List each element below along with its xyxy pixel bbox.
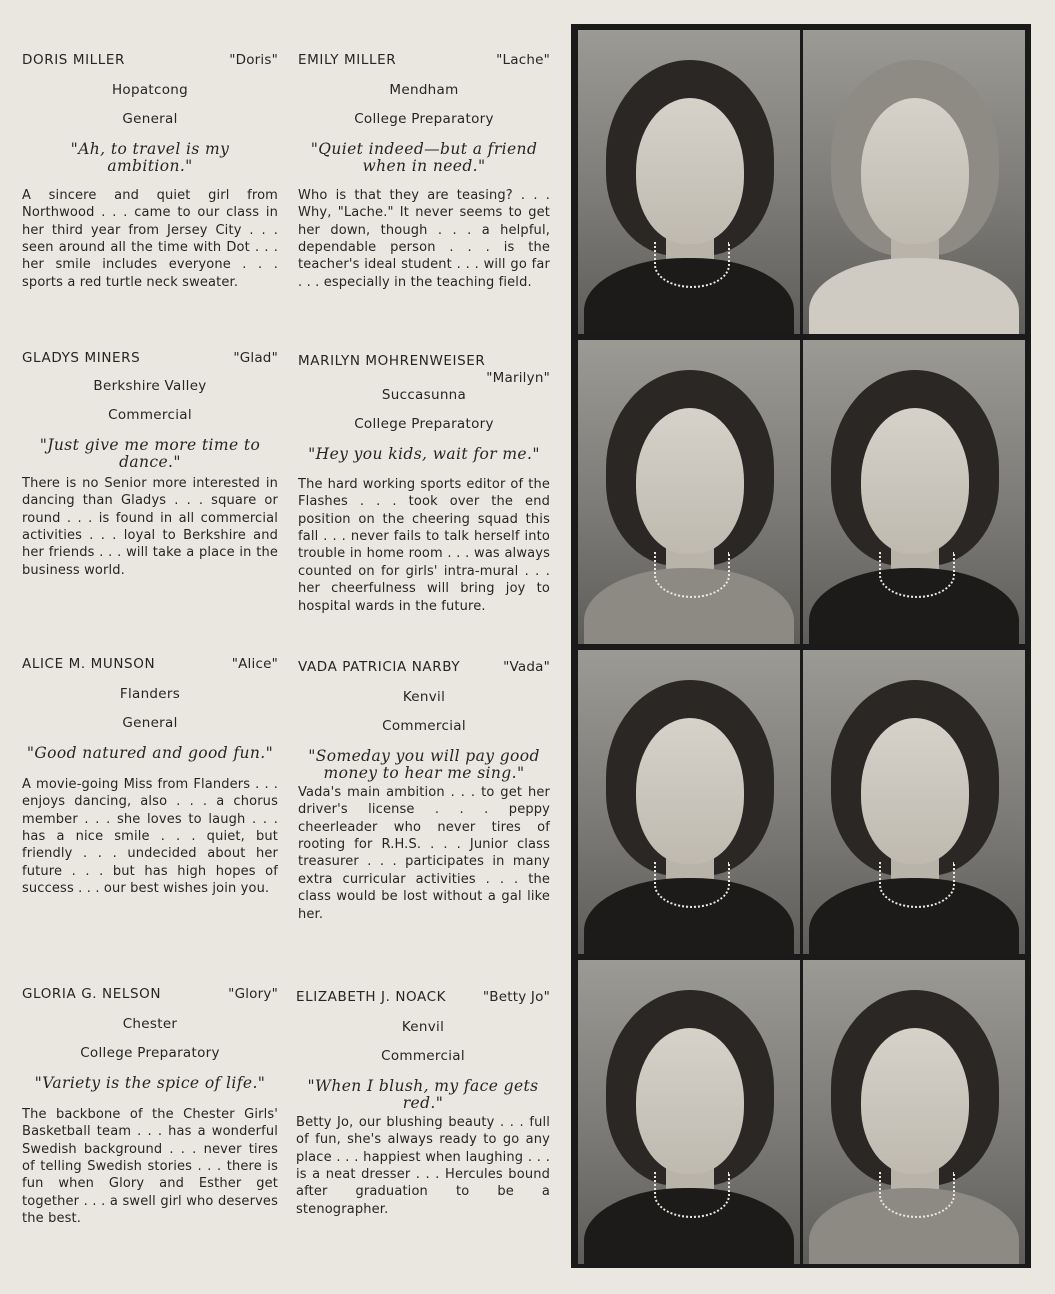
student-course: Commercial xyxy=(382,718,466,735)
student-course: Commercial xyxy=(381,1048,465,1065)
student-town: Chester xyxy=(122,1016,178,1032)
student-town: Berkshire Valley xyxy=(93,378,207,394)
student-bio: Vada's main ambition . . . to get her driver's license . . . peppy cheerleader who never tires of rooting for R.H.S. . . . Junior class treasurer . . . participates in many extra curricular activities . . . the class would be lost without a gal like her. xyxy=(298,784,550,922)
student-bio: Who is that they are teasing? . . . Why, "Lache." It never seems to get her down, though . . . a helpful, dependable person . . . is the teacher's ideal student . . . will go far . . . especially in the teaching field. xyxy=(298,187,550,290)
student-name: EMILY MILLER xyxy=(298,52,397,68)
student-name: ALICE M. MUNSON xyxy=(22,656,156,672)
student-entry-elizabeth-noack xyxy=(296,989,550,1218)
student-quote: "Just give me more time to dance." xyxy=(39,435,261,471)
portrait-photo-doris-miller xyxy=(578,30,800,334)
student-nickname: "Betty Jo" xyxy=(482,989,550,1005)
student-name: VADA PATRICIA NARBY xyxy=(298,659,461,675)
portrait-photo-gloria-nelson xyxy=(578,960,800,1264)
student-quote: "Variety is the spice of life." xyxy=(34,1073,266,1092)
student-bio: Betty Jo, our blushing beauty . . . full of fun, she's always ready to go any place . . . happiest when laughing . . . is a neat dresser . . . Hercules bound after graduation to be a stenographer. xyxy=(296,1114,550,1217)
student-town: Hopatcong xyxy=(111,82,189,98)
student-course: College Preparatory xyxy=(80,1045,220,1062)
student-entry-marilyn-mohrenweiser xyxy=(298,353,550,615)
student-quote: "Someday you will pay good money to hear me sing." xyxy=(308,746,540,782)
student-town: Flanders xyxy=(119,686,181,702)
student-entry-gloria-nelson xyxy=(22,986,278,1228)
student-name: DORIS MILLER xyxy=(22,52,126,68)
student-nickname: "Alice" xyxy=(231,656,278,672)
student-entry-gladys-miners xyxy=(22,350,278,579)
portrait-photo-alice-munson xyxy=(578,650,800,954)
student-course: General xyxy=(122,111,178,128)
student-bio: The backbone of the Chester Girls' Basketball team . . . has a wonderful Swedish background . . . never tires of telling Swedish stories . . . there is fun when Glory and Esther get together . . . a swell girl who deserves the best. xyxy=(22,1106,278,1227)
student-nickname: "Glory" xyxy=(228,986,278,1002)
portrait-photo-emily-miller xyxy=(803,30,1025,334)
student-nickname: "Marilyn" xyxy=(486,370,550,386)
student-quote: "Quiet indeed—but a friend when in need." xyxy=(310,139,538,175)
student-nickname: "Doris" xyxy=(229,52,278,68)
student-entry-doris-miller xyxy=(22,52,278,291)
student-nickname: "Glad" xyxy=(233,350,278,366)
student-entry-alice-munson xyxy=(22,656,278,898)
student-nickname: "Lache" xyxy=(496,52,550,68)
student-town: Kenvil xyxy=(402,689,446,705)
student-town: Mendham xyxy=(389,82,459,98)
student-course: Commercial xyxy=(108,407,192,424)
student-entry-emily-miller xyxy=(298,52,550,291)
portrait-photo-elizabeth-noack xyxy=(803,960,1025,1264)
student-course: General xyxy=(122,715,178,732)
portrait-photo-vada-narby xyxy=(803,650,1025,954)
student-quote: "Good natured and good fun." xyxy=(26,743,274,762)
portrait-photo-marilyn-mohrenweiser xyxy=(803,340,1025,644)
student-name: MARILYN MOHRENWEISER xyxy=(298,353,486,369)
student-nickname: "Vada" xyxy=(503,659,550,675)
portrait-panel xyxy=(571,24,1031,1268)
student-town: Succasunna xyxy=(381,387,467,403)
student-name: ELIZABETH J. NOACK xyxy=(296,989,447,1005)
portrait-photo-gladys-miners xyxy=(578,340,800,644)
student-quote: "Ah, to travel is my ambition." xyxy=(70,139,230,175)
student-bio: The hard working sports editor of the Flashes . . . took over the end position on the cheering squad this fall . . . never fails to talk herself into trouble in home room . . . was always counted on for girls' intra-mural . . . her cheerfulness will bring joy to hospital wards in the future. xyxy=(298,476,550,614)
student-bio: A movie-going Miss from Flanders . . . enjoys dancing, also . . . a chorus member . . . she loves to laugh . . . has a nice smile . . . quiet, but friendly . . . undecided about her future . . . but has high hopes of success . . . our best wishes join you. xyxy=(22,776,278,897)
student-name: GLADYS MINERS xyxy=(22,350,141,366)
student-quote: "Hey you kids, wait for me." xyxy=(308,444,540,463)
student-quote: "When I blush, my face gets red." xyxy=(307,1076,539,1112)
student-course: College Preparatory xyxy=(354,416,494,433)
student-town: Kenvil xyxy=(401,1019,445,1035)
student-bio: A sincere and quiet girl from Northwood . . . came to our class in her third year from Jersey City . . . seen around all the time with Dot . . . her smile includes everyone . . . sports a red turtle neck sweater. xyxy=(22,187,278,290)
student-course: College Preparatory xyxy=(354,111,494,128)
student-entry-vada-narby xyxy=(298,659,550,923)
student-name: GLORIA G. NELSON xyxy=(22,986,162,1002)
student-bio: There is no Senior more interested in dancing than Gladys . . . square or round . . . is found in all commercial activities . . . loyal to Berkshire and her friends . . . will take a place in the business world. xyxy=(22,475,278,578)
